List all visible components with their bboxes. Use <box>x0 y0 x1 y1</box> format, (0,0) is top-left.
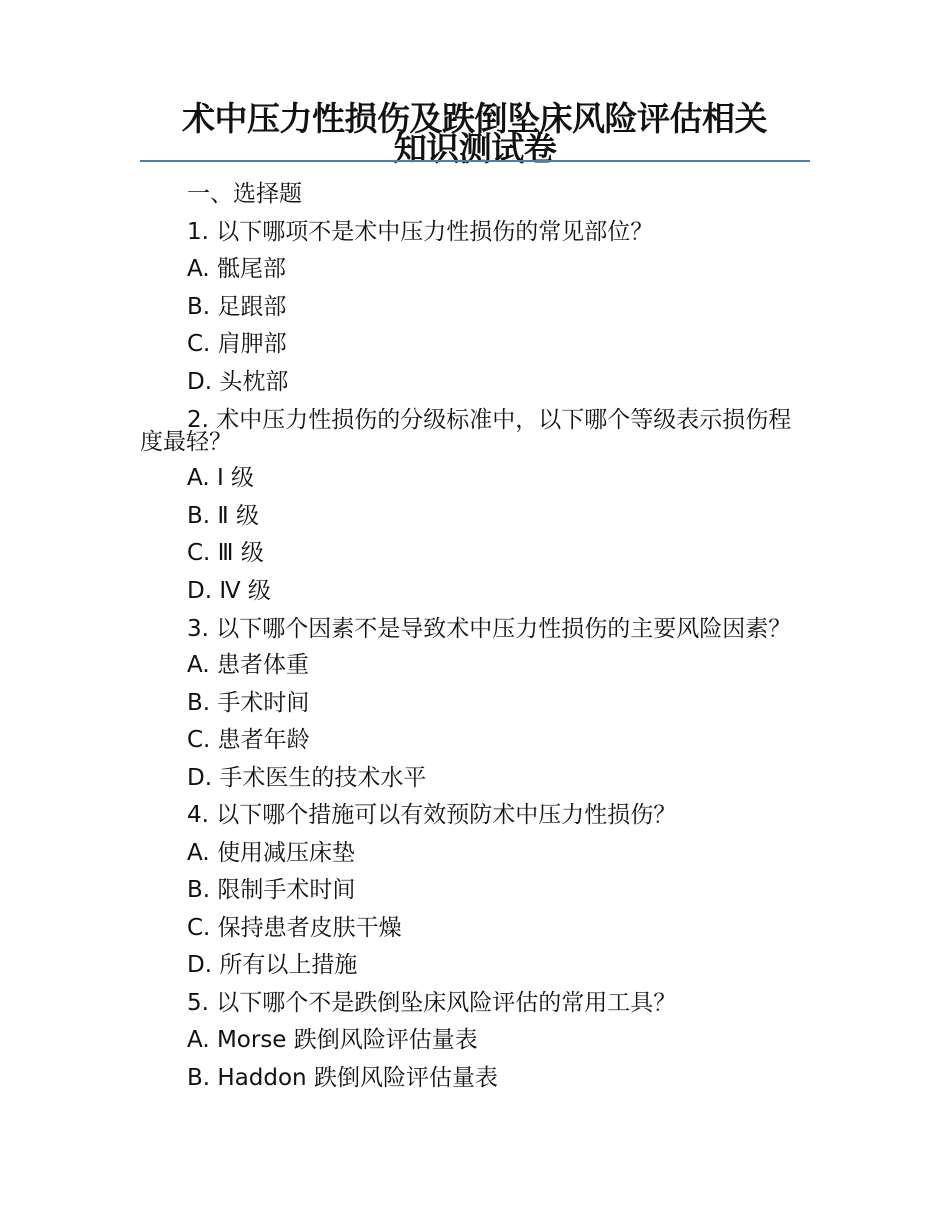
title-line-1: 术中压力性损伤及跌倒坠床风险评估相关 <box>182 99 767 138</box>
question-3-stem: 3. 以下哪个因素不是导致术中压力性损伤的主要风险因素？ <box>187 616 792 642</box>
question-4-option-d: D. 所有以上措施 <box>187 952 358 978</box>
question-2-option-d: D. Ⅳ 级 <box>187 577 271 604</box>
question-5-option-b: B. Haddon 跌倒风险评估量表 <box>187 1064 498 1091</box>
question-1-stem: 1. 以下哪项不是术中压力性损伤的常见部位？ <box>187 218 654 245</box>
question-1-option-d: D. 头枕部 <box>187 368 289 395</box>
document-title <box>140 99 810 168</box>
question-4-option-b: B. 限制手术时间 <box>187 877 356 903</box>
question-4-option-a: A. 使用减压床垫 <box>187 839 355 866</box>
title-divider <box>140 160 810 162</box>
question-3-option-b: B. 手术时间 <box>187 689 310 716</box>
title-line-2: 知识测试卷 <box>393 129 557 168</box>
question-3-option-c: C. 患者年龄 <box>187 727 310 753</box>
question-3-option-a: A. 患者体重 <box>187 652 309 678</box>
question-1-option-a: A. 骶尾部 <box>187 256 286 282</box>
question-5-option-a: A. Morse 跌倒风险评估量表 <box>187 1027 478 1053</box>
question-2-stem: 2. 术中压力性损伤的分级标准中，以下哪个等级表示损伤程度最轻？ <box>140 407 792 455</box>
question-4-option-c: C. 保持患者皮肤干燥 <box>187 914 402 941</box>
question-4-stem: 4. 以下哪个措施可以有效预防术中压力性损伤？ <box>187 802 677 828</box>
question-2-option-a: A. Ⅰ 级 <box>187 465 255 491</box>
question-3-option-d: D. 手术医生的技术水平 <box>187 764 427 791</box>
document-body <box>140 176 810 1097</box>
question-1-option-c: C. 肩胛部 <box>187 331 287 357</box>
question-5-stem: 5. 以下哪个不是跌倒坠床风险评估的常用工具？ <box>187 989 677 1016</box>
question-1-option-b: B. 足跟部 <box>187 293 287 320</box>
question-2-option-c: C. Ⅲ 级 <box>187 540 264 566</box>
question-2-option-b: B. Ⅱ 级 <box>187 502 260 529</box>
section-heading: 一、选择题 <box>187 181 302 207</box>
